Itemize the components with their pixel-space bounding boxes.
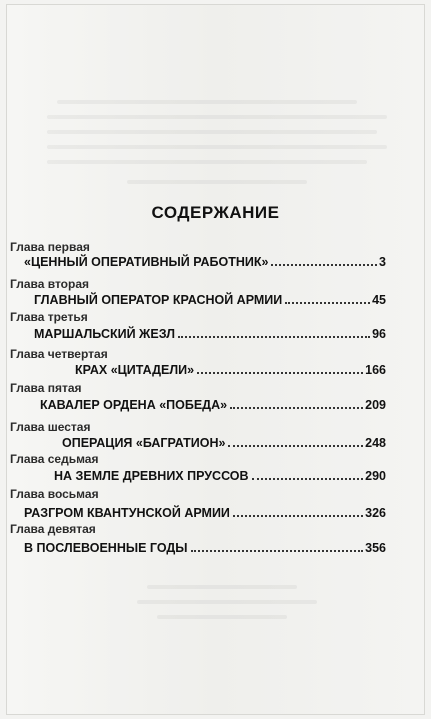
toc-entry[interactable]	[24, 541, 386, 559]
toc-entry[interactable]	[75, 363, 386, 381]
leader-dots	[197, 372, 363, 374]
page-number: 96	[372, 327, 386, 341]
chapter-label: Глава четвертая	[10, 347, 108, 361]
chapter-label: Глава третья	[10, 310, 88, 324]
page-number: 356	[365, 541, 386, 555]
chapter-label: Глава девятая	[10, 522, 96, 536]
leader-dots	[285, 302, 370, 304]
page-number: 290	[365, 469, 386, 483]
toc-entry[interactable]	[34, 293, 386, 311]
toc-entry[interactable]	[34, 327, 386, 345]
page-number: 3	[379, 255, 386, 269]
show-through-line	[47, 160, 367, 164]
entry-title: В ПОСЛЕВОЕННЫЕ ГОДЫ	[24, 541, 188, 555]
entry-title: КРАХ «ЦИТАДЕЛИ»	[75, 363, 195, 377]
page-number: 45	[372, 293, 386, 307]
entry-title: РАЗГРОМ КВАНТУНСКОЙ АРМИИ	[24, 506, 230, 520]
show-through-line	[147, 585, 297, 589]
show-through-line	[47, 115, 387, 119]
entry-title: МАРШАЛЬСКИЙ ЖЕЗЛ	[34, 327, 175, 341]
page-number: 248	[365, 436, 386, 450]
show-through-line	[137, 600, 317, 604]
chapter-label: Глава восьмая	[10, 487, 99, 501]
entry-title: ОПЕРАЦИЯ «БАГРАТИОН»	[62, 436, 226, 450]
chapter-label: Глава вторая	[10, 277, 90, 291]
page-number: 166	[365, 363, 386, 377]
leader-dots	[230, 407, 363, 409]
toc-entry[interactable]	[62, 436, 386, 454]
entry-title: «ЦЕННЫЙ ОПЕРАТИВНЫЙ РАБОТНИК»	[24, 255, 269, 269]
chapter-label: Глава первая	[10, 240, 90, 254]
chapter-label: Глава седьмая	[10, 452, 99, 466]
leader-dots	[191, 550, 364, 552]
toc-entry[interactable]	[24, 255, 386, 273]
toc-entry[interactable]	[54, 469, 386, 487]
show-through-line	[127, 180, 307, 184]
entry-title: НА ЗЕМЛЕ ДРЕВНИХ ПРУССОВ	[54, 469, 249, 483]
show-through-line	[47, 145, 387, 149]
entry-title: КАВАЛЕР ОРДЕНА «ПОБЕДА»	[40, 398, 228, 412]
leader-dots	[271, 264, 377, 266]
chapter-label: Глава пятая	[10, 381, 82, 395]
entry-title: ГЛАВНЫЙ ОПЕРАТОР КРАСНОЙ АРМИИ	[34, 293, 283, 307]
toc-entry[interactable]	[40, 398, 386, 416]
leader-dots	[233, 515, 363, 517]
leader-dots	[228, 445, 363, 447]
leader-dots	[178, 336, 370, 338]
leader-dots	[252, 478, 364, 480]
page-number: 209	[365, 398, 386, 412]
show-through-line	[47, 130, 377, 134]
page-number: 326	[365, 506, 386, 520]
page-title: СОДЕРЖАНИЕ	[151, 203, 280, 222]
show-through-line	[57, 100, 357, 104]
chapter-label: Глава шестая	[10, 420, 91, 434]
show-through-line	[157, 615, 287, 619]
